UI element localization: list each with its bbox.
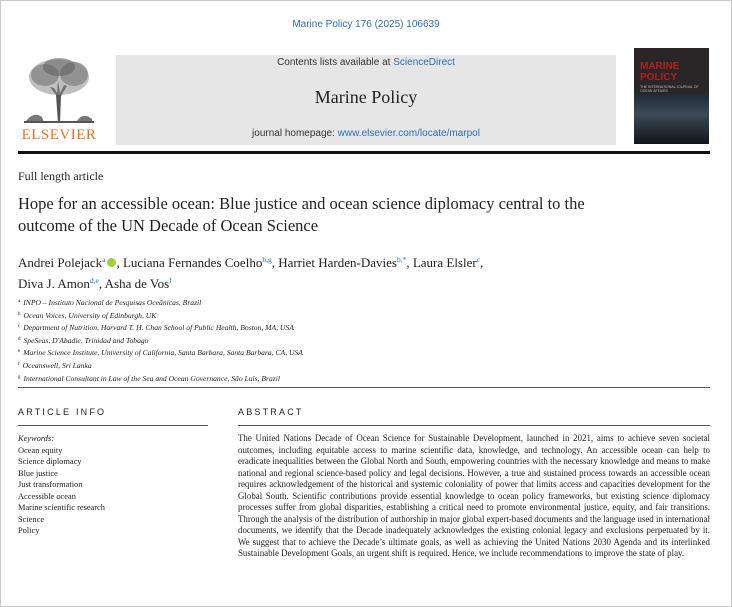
keyword-item: Policy bbox=[18, 526, 40, 535]
citation-link[interactable]: Marine Policy 176 (2025) 106639 bbox=[292, 19, 440, 30]
affiliation-sup: b bbox=[18, 311, 21, 317]
author-sup[interactable]: b,g bbox=[262, 255, 272, 264]
affiliation-sup: c bbox=[18, 324, 21, 330]
cover-title-line2: POLICY bbox=[640, 72, 678, 83]
author-name[interactable]: Andrei Polejack bbox=[18, 255, 103, 270]
journal-cover-thumbnail[interactable] bbox=[634, 48, 709, 144]
author-separator: , bbox=[98, 276, 103, 291]
homepage-prefix: journal homepage: bbox=[252, 128, 338, 139]
elsevier-wordmark: ELSEVIER bbox=[21, 127, 97, 143]
journal-title: Marine Policy bbox=[314, 87, 418, 107]
section-divider bbox=[18, 387, 710, 388]
keyword-item: Accessible ocean bbox=[18, 491, 76, 501]
affiliation-sup: e bbox=[18, 349, 21, 355]
cover-image bbox=[634, 94, 709, 144]
affiliation-item bbox=[18, 372, 303, 385]
affiliation-item bbox=[18, 309, 303, 322]
keyword-item: Blue justice bbox=[18, 468, 58, 478]
affiliation-text: International Consultant in Law of the Sea and Ocean Governance, São Luís, Brazil bbox=[23, 373, 280, 383]
author-separator: , bbox=[271, 255, 275, 270]
cover-title bbox=[640, 61, 679, 83]
affiliation-sup: a bbox=[18, 299, 21, 304]
header-divider bbox=[18, 151, 710, 154]
affiliation-item bbox=[18, 346, 303, 359]
journal-header-band bbox=[116, 55, 616, 145]
article-title: Hope for an accessible ocean: Blue justice and ocean science diplomacy central to the outcome of the UN Decade of Ocean Science bbox=[18, 194, 585, 235]
affiliation-item bbox=[18, 334, 303, 347]
keyword-item: Science diplomacy bbox=[18, 457, 82, 466]
cover-title-line1: MARINE bbox=[640, 61, 680, 72]
affiliation-text: SpeSeas, D'Abadie, Trinidad and Tobago bbox=[23, 335, 149, 345]
affiliation-text: Department of Nutrition, Harvard T. H. Chan School of Public Health, Boston, MA, USA bbox=[23, 323, 294, 333]
author-separator: , bbox=[480, 255, 484, 270]
author-name[interactable]: Asha de Vos bbox=[104, 276, 170, 291]
affiliation-sup: g bbox=[18, 374, 21, 380]
author-name[interactable]: Laura Elsler bbox=[412, 255, 477, 270]
contents-line bbox=[116, 57, 616, 68]
affiliation-item bbox=[18, 296, 303, 309]
affiliation-item bbox=[18, 359, 303, 372]
article-info-rule bbox=[18, 425, 208, 426]
author-sup[interactable]: a bbox=[102, 255, 106, 264]
author-sup[interactable]: c bbox=[476, 255, 481, 264]
homepage-line bbox=[116, 128, 616, 139]
author-name[interactable]: Harriet Harden-Davies bbox=[278, 255, 397, 270]
abstract-text: The United Nations Decade of Ocean Science for Sustainable Development, launched in 2021, aims to achieve seven societal outcomes, including equitable access to marine scientific data, knowledge, and technology. An accessible ocean can help to eradicate inequalities between the Global North and South, empowering countries with the necessary knowledge and means to make national and regional science-based policy and legal decisions. However, a true and sustained process towards an accessible ocean requires acknowledgement of the historical and systemic coloniality of power that limits access and capacities development for the Global South. Scientific contributions provide essential knowledge to ocean policy frameworks, but existing science diplomacy processes suffer from global disparities, establishing a critical need to promote environmental justice, equity, and fair transitions. Through the analysis of the distribution of authorship in major global expert-based documents and the language used in international documents, we identify that the Decade inadequately acknowledges the existing colonial legacy and exclusions perpetuated by it. We suggest that to achieve the Decade’s ultimate goals, as well as achieving the United Nations 2030 Agenda and its interlinked Sustainable Development Goals, an urgent shift is required. Hence, we include recommendations to improve the state of play. bbox=[238, 433, 710, 558]
affiliation-text: INPO – Instituto Nacional de Pesquisas Oceânicas, Brazil bbox=[23, 298, 202, 307]
affiliation-sup: d bbox=[18, 336, 21, 342]
keywords-block bbox=[18, 433, 105, 537]
author-sup[interactable]: b,* bbox=[396, 255, 407, 264]
elsevier-logo[interactable] bbox=[18, 55, 100, 145]
author-sup[interactable]: f bbox=[169, 276, 172, 285]
article-info-heading: ARTICLE INFO bbox=[18, 407, 107, 417]
affiliation-text: Ocean Voices, University of Edinburgh, UK bbox=[23, 310, 157, 320]
affiliation-sup: f bbox=[18, 361, 20, 367]
keyword-item: Ocean equity bbox=[18, 445, 63, 455]
author-separator: , bbox=[406, 255, 410, 270]
sciencedirect-link[interactable]: ScienceDirect bbox=[393, 57, 455, 68]
affiliation-list bbox=[18, 296, 303, 384]
affiliation-item bbox=[18, 321, 303, 334]
keyword-item: Marine scientific research bbox=[18, 503, 105, 512]
article-type: Full length article bbox=[18, 169, 104, 183]
affiliation-text: Marine Science Institute, University of California, Santa Barbara, Santa Barbara, CA, USA bbox=[23, 348, 303, 358]
author-list bbox=[18, 251, 708, 293]
author-name[interactable]: Diva J. Amon bbox=[18, 276, 90, 291]
cover-subtitle: THE INTERNATIONAL JOURNAL OF OCEAN AFFAIRS bbox=[640, 85, 699, 93]
abstract-heading: ABSTRACT bbox=[238, 407, 304, 417]
keyword-item: Science bbox=[18, 514, 45, 524]
contents-prefix: Contents lists available at bbox=[277, 57, 394, 68]
keyword-item: Just transformation bbox=[18, 480, 83, 489]
author-separator: , bbox=[116, 255, 120, 270]
affiliation-text: Oceanswell, Sri Lanka bbox=[22, 360, 92, 370]
keywords-label: Keywords: bbox=[18, 434, 54, 443]
author-sup[interactable]: d,e bbox=[89, 276, 99, 285]
elsevier-tree-icon bbox=[20, 55, 98, 125]
abstract-rule bbox=[238, 425, 710, 426]
homepage-link[interactable]: www.elsevier.com/locate/marpol bbox=[337, 128, 480, 139]
author-name[interactable]: Luciana Fernandes Coelho bbox=[122, 255, 263, 270]
